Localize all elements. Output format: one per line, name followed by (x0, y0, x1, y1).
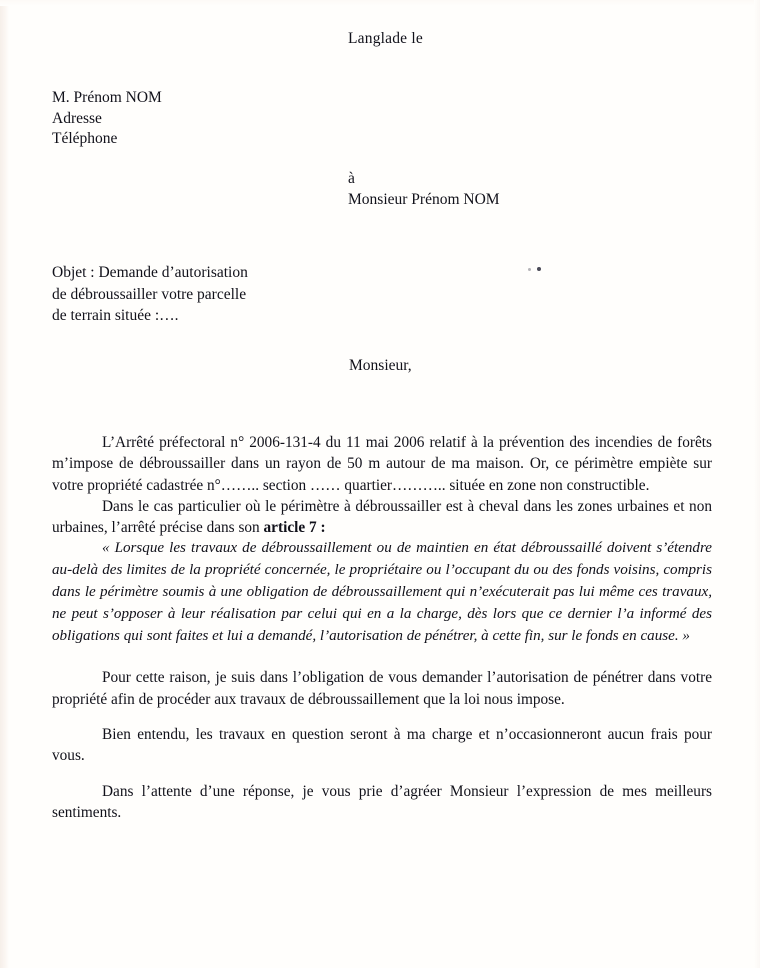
body-paragraph-5: Dans l’attente d’une réponse, je vous prie d’agréer Monsieur l’expression de mes meilleurs sentiments. (52, 782, 712, 821)
salutation: Monsieur, (349, 357, 412, 374)
body-paragraph-3: Pour cette raison, je suis dans l’obligation de vous demander l’autorisation de pénétrer dans votre propriété afin de procéder aux travaux de débroussaillement que la loi nous impose. (52, 669, 712, 708)
article-reference: article 7 : (263, 519, 326, 537)
recipient-name: Monsieur Prénom NOM (348, 191, 500, 208)
place-and-date: Langlade le (348, 30, 423, 47)
recipient-to-label: à (348, 170, 355, 187)
sender-phone: Téléphone (52, 130, 118, 147)
sender-block (52, 88, 162, 150)
subject-line-1: Objet : Demande d’autorisation (52, 264, 248, 281)
article-quotation: « Lorsque les travaux de débroussaillement ou de maintien en état débroussaillé doivent s’étendre au-delà des limites de la propriété concernée, le propriétaire ou l’occupant du ou des fonds voisins, compris dans le périmètre soumis à une obligation de débroussaillement qui n’exécuterait pas lui même ces travaux, ne peut s’opposer à leur réalisation par celui qui en a la charge, dès lors que ce dernier l’a informé des obligations qui sont faites et lui a demandé, l’autorisation de pénétrer, à cette fin, sur le fonds en cause. » (52, 540, 712, 644)
sender-address: Adresse (52, 109, 102, 127)
body-paragraph-2 (52, 496, 712, 539)
body-paragraph-2-text: Dans le cas particulier où le périmètre à débroussailler est à cheval dans les zones urbaines et non urbaines, l’arrêté précise dans son (52, 497, 712, 537)
body-paragraph-1: L’Arrêté préfectoral n° 2006-131-4 du 11 mai 2006 relatif à la prévention des incendies de forêts m’impose de débroussailler dans un rayon de 50 m autour de ma maison. Or, ce périmètre empiète sur votre propriété cadastrée n°…….. section …… quartier……….. située en zone non constructible. (52, 434, 712, 494)
body-paragraph-4: Bien entendu, les travaux en question seront à ma charge et n’occasionneront aucun frais pour vous. (52, 726, 712, 765)
subject-line-3: de terrain située :…. (52, 307, 179, 324)
subject-block (52, 262, 248, 327)
subject-line-2: de débroussailler votre parcelle (52, 285, 247, 303)
letter-body (52, 432, 712, 823)
recipient-block (348, 168, 500, 210)
sender-name: M. Prénom NOM (52, 89, 162, 106)
